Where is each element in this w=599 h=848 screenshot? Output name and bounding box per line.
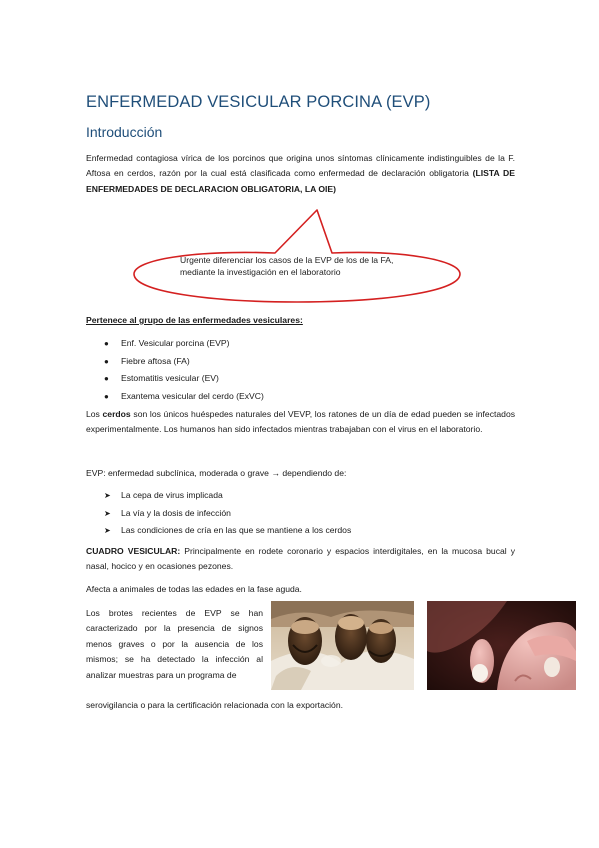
vesicular-picture-bold: CUADRO VESICULAR: <box>86 546 181 556</box>
vesicular-picture-paragraph <box>86 544 515 575</box>
list-item <box>104 388 264 406</box>
intro-bold-text: (LISTA DE ENFERMEDADES DE DECLARACION OBLIGATORIA, LA OIE) <box>86 168 515 194</box>
arrow-bullet-icon: ➤ <box>104 491 111 500</box>
arrow-bullet-icon: ➤ <box>104 526 111 536</box>
list-item <box>104 505 351 523</box>
callout-text: Urgente diferenciar los casos de la EVP de los de la FA, mediante la investigación en el laboratorio <box>180 255 394 277</box>
hosts-prefix: Los <box>86 409 100 419</box>
vesicular-group-heading: Pertenece al grupo de las enfermedades vesiculares: <box>86 315 303 325</box>
list-item <box>104 353 264 371</box>
section-heading-intro: Introducción <box>86 124 163 140</box>
vesicular-disease-list <box>104 335 264 405</box>
list-item-label: Fiebre aftosa (FA) <box>121 355 190 366</box>
intro-text: Enfermedad contagiosa vírica de los porcinos que origina unos síntomas clínicamente indistinguibles de la F. Aftosa en cerdos, razón por la cual está clasificada como enfermedad de declaración obligatoria <box>86 153 515 179</box>
hoof-lesions-photo <box>271 601 414 690</box>
callout-bubble <box>132 208 462 308</box>
list-item <box>104 335 264 353</box>
bullet-icon: ● <box>104 374 109 384</box>
snout-lesion-photo <box>427 601 576 690</box>
list-item-label: La vía y la dosis de infección <box>121 507 231 518</box>
list-item-label: Estomatitis vesicular (EV) <box>121 373 219 384</box>
outbreaks-paragraph: Los brotes recientes de EVP se han caracterizado por la presencia de signos menos graves o por la ausencia de los mismos; se ha detectado la infección al analizar muestras para un programa de <box>86 608 263 680</box>
evp-severity-line: EVP: enfermedad subclínica, moderada o grave → dependiendo de: <box>86 468 347 478</box>
page-title: ENFERMEDAD VESICULAR PORCINA (EVP) <box>86 93 431 111</box>
bullet-icon: ● <box>104 356 109 366</box>
hosts-bold: cerdos <box>102 409 131 419</box>
hosts-paragraph <box>86 407 515 438</box>
list-item <box>104 487 351 505</box>
list-item <box>104 522 351 540</box>
list-item-label: La cepa de virus implicada <box>121 490 223 500</box>
hosts-text: son los únicos huéspedes naturales del VEVP, los ratones de un día de edad pueden se infectados experimentalmente. Los humanos han sido infectados mientras trabajaban con el virus en el laboratorio. <box>86 409 516 435</box>
ages-paragraph: Afecta a animales de todas las edades en la fase aguda. <box>86 584 302 594</box>
arrow-bullet-icon: ➤ <box>104 508 111 518</box>
bullet-icon: ● <box>104 339 109 348</box>
bullet-icon: ● <box>104 391 109 401</box>
list-item <box>104 370 264 388</box>
vesicular-picture-text: Principalmente en rodete coronario y espacios interdigitales, en la mucosa bucal y nasal, hocico y en ocasiones pezones. <box>86 546 516 572</box>
intro-paragraph <box>86 151 515 197</box>
list-item-label: Enf. Vesicular porcina (EVP) <box>121 338 230 348</box>
outbreaks-paragraph-end: serovigilancia o para la certificación relacionada con la exportación. <box>86 700 344 710</box>
list-item-label: Las condiciones de cría en las que se mantiene a los cerdos <box>121 525 352 536</box>
factors-list <box>104 487 351 540</box>
list-item-label: Exantema vesicular del cerdo (ExVC) <box>121 390 264 401</box>
